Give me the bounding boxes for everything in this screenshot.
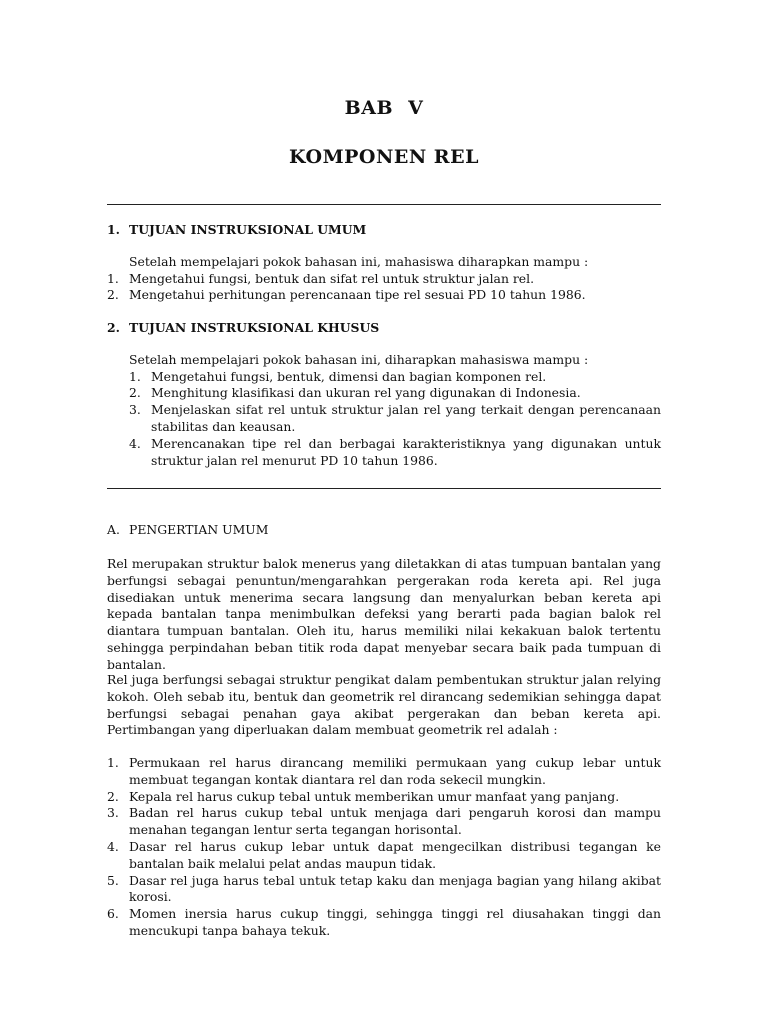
item-number: 3. — [129, 402, 141, 418]
chapter-title: KOMPONEN REL — [289, 146, 479, 168]
divider-top — [107, 204, 661, 205]
list-item — [107, 436, 661, 470]
section-title: PENGERTIAN UMUM — [129, 522, 269, 537]
list-item — [107, 805, 661, 839]
item-text: Mengetahui perhitungan perencanaan tipe rel sesuai PD 10 tahun 1986. — [129, 287, 586, 303]
paragraph: Rel juga berfungsi sebagai struktur pengikat dalam pembentukan struktur jalan relying kokoh. Oleh sebab itu, bentuk dan geometrik rel dirancang sedemikian sehingga dapat berfungsi sebagai penahan gaya akibat pergerakan dan beban kereta api. Pertimbangan yang diperluakan dalam membuat geometrik rel adalah : — [107, 672, 661, 738]
objective-list — [107, 369, 661, 470]
geometry-considerations — [107, 755, 661, 940]
divider-bottom — [107, 488, 661, 489]
list-item — [107, 287, 661, 304]
section-tujuan-umum — [107, 222, 661, 304]
section-heading — [107, 522, 661, 539]
item-text: Kepala rel harus cukup tebal untuk memberikan umur manfaat yang panjang. — [129, 788, 620, 804]
item-text: Mengetahui fungsi, bentuk, dimensi dan bagian komponen rel. — [151, 368, 547, 384]
item-text: Mengetahui fungsi, bentuk dan sifat rel untuk struktur jalan rel. — [129, 270, 535, 286]
list-item — [107, 873, 661, 907]
section-title: TUJUAN INSTRUKSIONAL UMUM — [129, 222, 367, 237]
item-number: 1. — [129, 368, 141, 384]
item-text: Dasar rel harus cukup lebar untuk dapat mengecilkan distribusi tegangan ke bantalan baik melalui pelat andas maupun tidak. — [129, 838, 661, 871]
item-number: 4. — [129, 435, 141, 451]
section-number: 2. — [107, 320, 120, 335]
list-item — [107, 402, 661, 436]
section-tujuan-khusus — [107, 320, 661, 469]
item-text: Menghitung klasifikasi dan ukuran rel yang digunakan di Indonesia. — [151, 385, 581, 401]
section-heading — [107, 222, 661, 239]
consideration-list — [107, 755, 661, 940]
item-number: 2. — [129, 385, 141, 401]
item-number: 5. — [107, 872, 119, 888]
section-number: 1. — [107, 222, 120, 237]
list-item — [107, 369, 661, 386]
list-item — [107, 906, 661, 940]
section-number: A. — [107, 522, 120, 537]
section-intro: Setelah mempelajari pokok bahasan ini, mahasiswa diharapkan mampu : — [129, 253, 589, 269]
item-text: Badan rel harus cukup tebal untuk menjaga dari pengaruh korosi dan mampu menahan tegangan lentur serta tegangan horisontal. — [129, 805, 661, 838]
list-item — [107, 755, 661, 789]
paragraph: Rel merupakan struktur balok menerus yang diletakkan di atas tumpuan bantalan yang berfungsi sebagai penuntun/mengarahkan pergerakan roda kereta api. Rel juga disediakan untuk menerima secara langsung dan menyalurkan beban kereta api kepada bantalan tanpa menimbulkan defeksi yang berarti pada bagian balok rel diantara tumpuan bantalan. Oleh itu, harus memiliki nilai kekakuan balok tertentu sehingga perpindahan beban titik roda dapat menyebar secara baik pada tumpuan di bantalan. — [107, 556, 661, 672]
section-title: TUJUAN INSTRUKSIONAL KHUSUS — [129, 320, 380, 335]
item-text: Permukaan rel harus dirancang memiliki permukaan yang cukup lebar untuk membuat tegangan kontak diantara rel dan roda sekecil mungkin. — [129, 755, 661, 787]
item-number: 1. — [107, 270, 119, 286]
chapter-number: BAB V — [344, 97, 424, 119]
item-text: Momen inersia harus cukup tinggi, sehingga tinggi rel diusahakan tinggi dan mencukupi tanpa bahaya tekuk. — [129, 906, 661, 938]
list-item — [107, 385, 661, 402]
item-text: Menjelaskan sifat rel untuk struktur jalan rel yang terkait dengan perencanaan stabilitas dan keausan. — [151, 402, 661, 434]
objective-list — [107, 271, 661, 305]
item-number: 6. — [107, 906, 119, 922]
item-number: 2. — [107, 287, 119, 303]
section-heading — [107, 320, 661, 337]
item-number: 4. — [107, 838, 119, 854]
item-text: Dasar rel juga harus tebal untuk tetap kaku dan menjaga bagian yang hilang akibat korosi. — [129, 872, 661, 905]
section-intro: Setelah mempelajari pokok bahasan ini, diharapkan mahasiswa mampu : — [129, 351, 589, 367]
item-number: 1. — [107, 755, 119, 770]
section-pengertian-umum-heading — [107, 522, 661, 539]
list-item — [107, 789, 661, 806]
list-item — [107, 271, 661, 288]
item-number: 2. — [107, 788, 119, 804]
list-item — [107, 839, 661, 873]
item-number: 3. — [107, 805, 119, 821]
item-text: Merencanakan tipe rel dan berbagai karakteristiknya yang digunakan untuk struktur jalan rel menurut PD 10 tahun 1986. — [151, 435, 661, 468]
